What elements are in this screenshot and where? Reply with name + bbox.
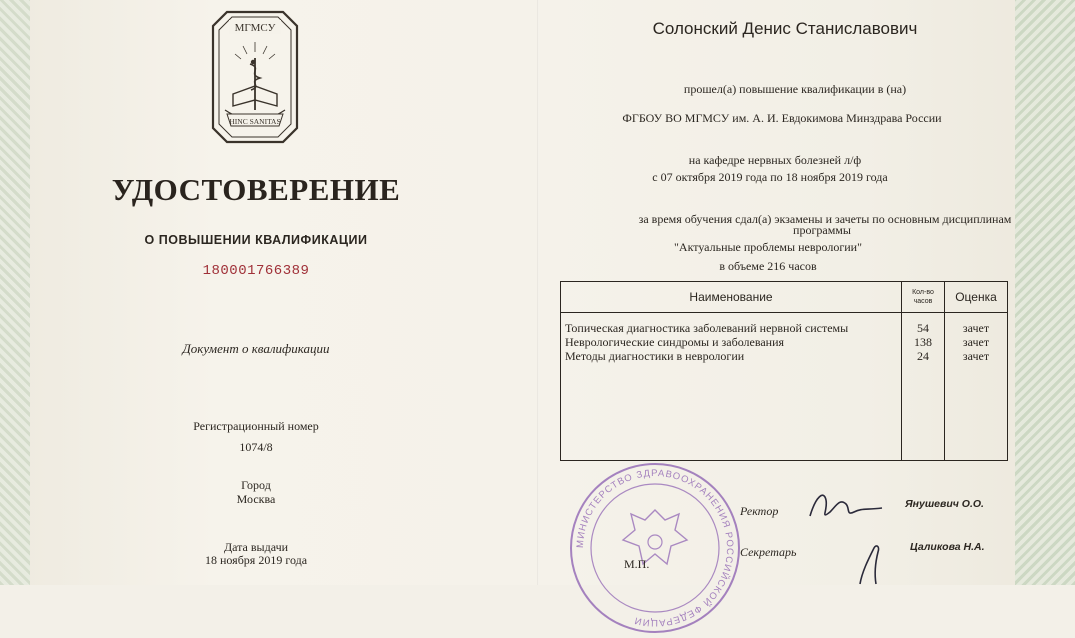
official-stamp-icon [565,458,745,638]
secretary-name: Цаликова Н.А. [910,541,985,553]
exams-line-2: программы [793,223,851,237]
svg-text:МИНИСТЕРСТВО ЗДРАВООХРАНЕНИЯ Р [575,468,735,628]
col-name-header: Наименование [561,282,902,313]
city-label: Город [241,478,271,492]
holder-name: Солонский Денис Станиславович [652,19,918,38]
department: на кафедре нервных болезней л/ф [688,153,862,167]
secretary-signature-icon [850,538,900,585]
discipline-name: Методы диагностики в неврологии [561,349,902,363]
col-hours-header: Кол-во часов [902,282,945,313]
guilloche-border-left [0,0,30,585]
discipline-hours: 24 [902,349,945,363]
certificate-number: 180001766389 [202,263,310,279]
program-name: "Актуальные проблемы неврологии" [674,240,862,254]
table-row [561,349,1007,363]
issue-date-label: Дата выдачи [223,540,289,554]
secretary-label: Секретарь [740,545,797,559]
rector-name: Янушевич О.О. [905,498,984,510]
emblem-text-top: МГМСУ [234,22,276,34]
discipline-grade: зачет [962,335,990,349]
program-volume: в объеме 216 часов [719,259,817,273]
rector-signature-icon [806,486,886,526]
disciplines-table [560,281,1008,461]
institution: ФГБОУ ВО МГМСУ им. А. И. Евдокимова Минздрава России [622,111,942,125]
registration-number: 1074/8 [239,440,273,454]
table-row [561,313,1007,336]
registration-label: Регистрационный номер [193,419,319,433]
page-fold [537,0,539,585]
col-grade-header: Оценка [945,282,1008,313]
study-period: с 07 октября 2019 года по 18 ноября 2019 года [652,170,888,184]
guilloche-border-right [1015,0,1075,585]
city-value: Москва [236,492,276,506]
discipline-name: Неврологические синдромы и заболевания [561,335,902,349]
certificate-title: УДОСТОВЕРЕНИЕ [111,172,401,207]
discipline-name: Топическая диагностика заболеваний нервной системы [561,313,902,336]
exams-line-1: за время обучения сдал(а) экзамены и зачеты по основным дисциплинам [638,212,1012,226]
issue-date-value: 18 ноября 2019 года [204,553,308,567]
discipline-hours: 54 [902,313,945,336]
certificate-subtitle: О ПОВЫШЕНИИ КВАЛИФИКАЦИИ [144,233,368,247]
discipline-grade: зачет [962,321,990,335]
discipline-hours: 138 [902,335,945,349]
stamp-mark: М.П. [624,557,650,571]
stamp-ring-text: МИНИСТЕРСТВО ЗДРАВООХРАНЕНИЯ РОССИЙСКОЙ ФЕДЕРАЦИИ [574,467,736,629]
document-kind: Документ о квалификации [182,341,330,356]
rector-label: Ректор [740,504,779,518]
discipline-grade: зачет [962,349,990,363]
passed-line: прошел(а) повышение квалификации в (на) [683,82,907,96]
university-emblem-icon [205,6,305,154]
emblem-text-bottom: HINC SANITAS [229,117,281,126]
table-row [561,335,1007,349]
